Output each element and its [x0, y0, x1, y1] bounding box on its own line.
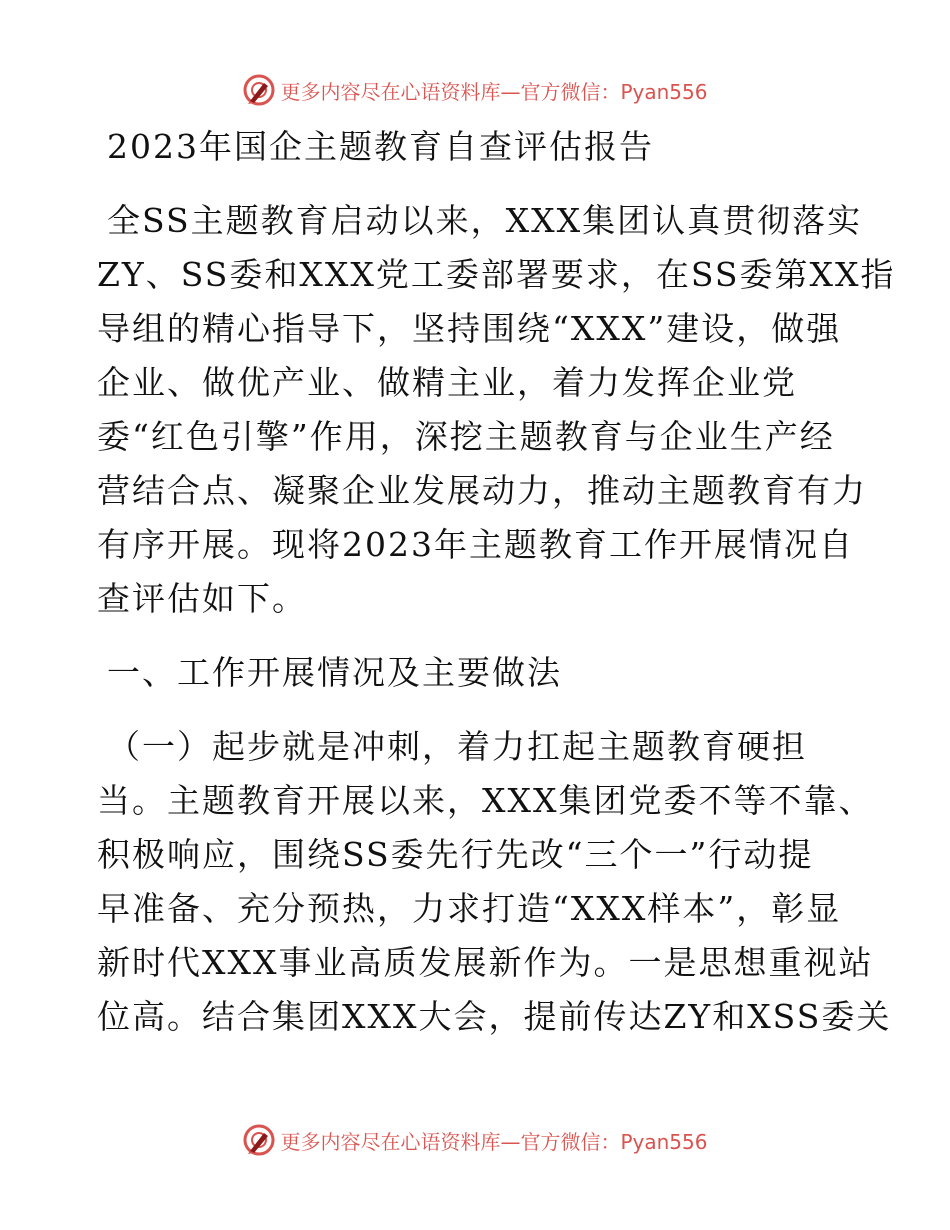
text-line: 企业、做优产业、做精主业，着力发挥企业党	[97, 363, 797, 402]
text-line: 当。主题教育开展以来，XXX集团党委不等不靠、	[97, 781, 874, 820]
section-heading: 一、工作开展情况及主要做法	[107, 653, 562, 692]
text-line: 早准备、充分预热，力求打造“XXX样本”，彰显	[97, 889, 842, 928]
watermark-text: 更多内容尽在心语资料库—官方微信：Pyan556	[280, 1129, 708, 1154]
text-line: 委“红色引擎”作用，深挖主题教育与企业生产经	[97, 417, 835, 456]
paragraph-1	[97, 194, 896, 626]
text-line: 导组的精心指导下，坚持围绕“XXX”建设，做强	[97, 309, 842, 348]
text-line: 有序开展。现将2023年主题教育工作开展情况自	[97, 525, 854, 564]
watermark-text: 更多内容尽在心语资料库—官方微信：Pyan556	[280, 79, 708, 104]
text-line: 新时代XXX事业高质发展新作为。一是思想重视站	[97, 943, 874, 982]
text-line: 全SS主题教育启动以来，XXX集团认真贯彻落实	[107, 201, 863, 240]
text-line: （一）起步就是冲刺，着力扛起主题教育硬担	[107, 727, 807, 766]
paragraph-2	[97, 720, 892, 1044]
watermark-banner-top	[0, 70, 950, 110]
text-line: 营结合点、凝聚企业发展动力，推动主题教育有力	[97, 471, 867, 510]
text-line: ZY、SS委和XXX党工委部署要求，在SS委第XX指	[97, 255, 896, 294]
text-line: 积极响应，围绕SS委先行先改“三个一”行动提	[97, 835, 814, 874]
pen-logo-icon	[242, 1123, 276, 1157]
watermark-banner-bottom	[0, 1120, 950, 1160]
text-line: 位高。结合集团XXX大会，提前传达ZY和XSS委关	[97, 997, 892, 1036]
pen-logo-icon	[242, 73, 276, 107]
document-title: 2023年国企主题教育自查评估报告	[107, 127, 654, 166]
document-body	[97, 120, 896, 1044]
text-line: 查评估如下。	[97, 579, 307, 618]
